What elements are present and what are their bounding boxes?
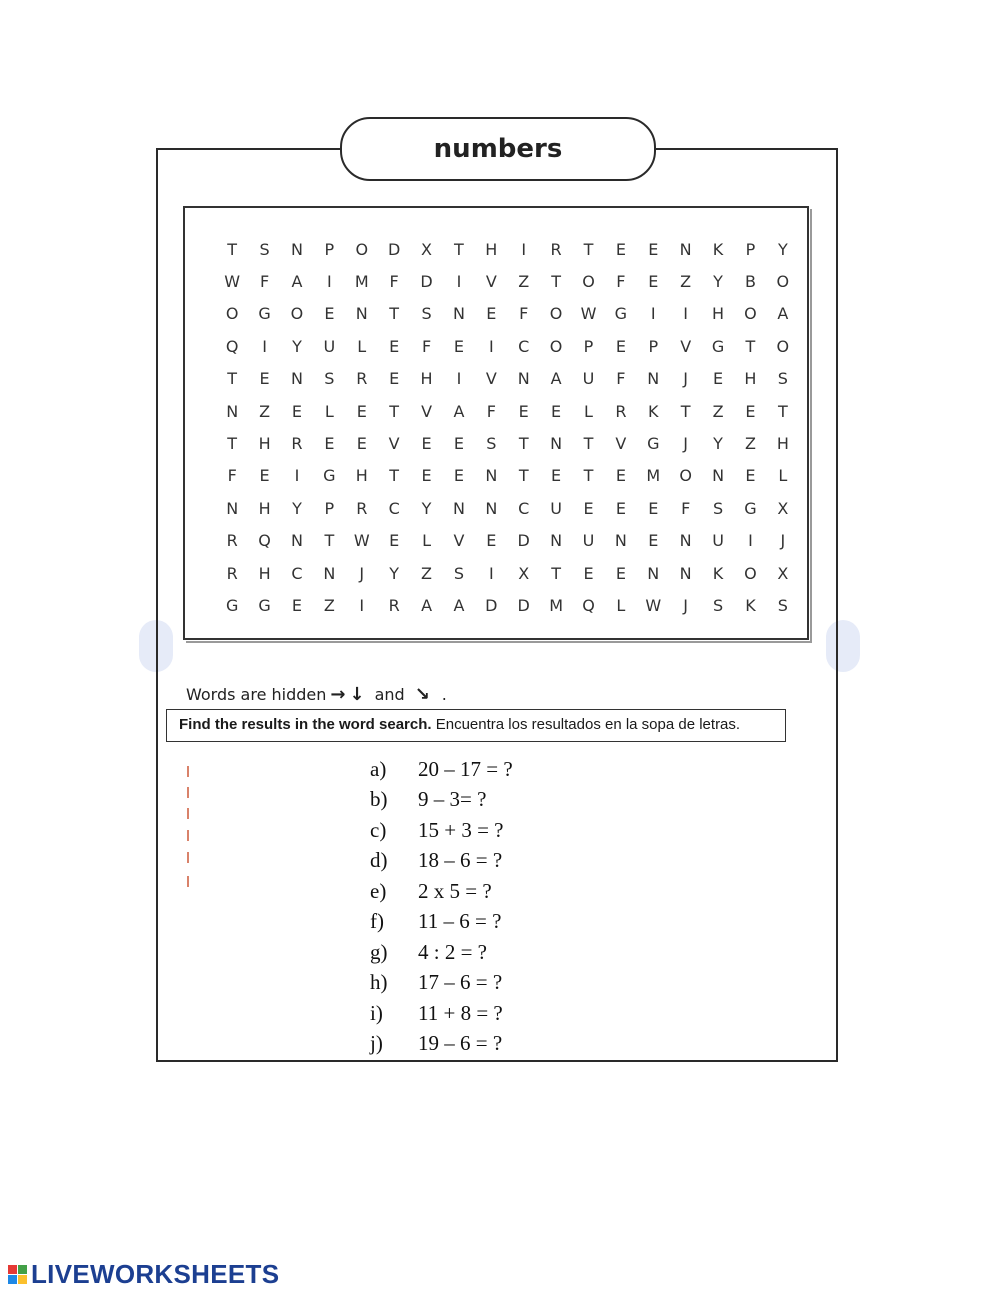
grid-letter[interactable]: F bbox=[227, 466, 237, 486]
problem-expression: 20 – 17 = ? bbox=[418, 756, 513, 781]
logo-icon bbox=[8, 1265, 27, 1284]
grid-letter[interactable]: U bbox=[712, 531, 724, 551]
grid-letter[interactable]: A bbox=[777, 304, 789, 324]
worksheet-title: numbers bbox=[340, 117, 656, 181]
grid-letter[interactable]: E bbox=[615, 336, 626, 356]
problem-item bbox=[370, 1029, 513, 1060]
grid-letter[interactable]: E bbox=[583, 498, 594, 518]
grid-letter[interactable]: M bbox=[354, 272, 369, 292]
grid-letter[interactable]: N bbox=[290, 531, 303, 551]
arrow-diagonal-icon: ↘ bbox=[414, 684, 430, 705]
grid-letter[interactable]: T bbox=[389, 401, 400, 421]
grid-letter[interactable]: E bbox=[615, 563, 626, 583]
grid-letter[interactable]: E bbox=[583, 563, 594, 583]
grid-letter[interactable]: Z bbox=[323, 595, 335, 615]
grid-letter[interactable]: E bbox=[551, 466, 562, 486]
grid-letter[interactable]: E bbox=[389, 369, 400, 389]
grid-letter[interactable]: S bbox=[453, 563, 464, 583]
grid-letter[interactable]: V bbox=[680, 336, 692, 356]
grid-letter[interactable]: F bbox=[389, 272, 399, 292]
grid-letter[interactable]: W bbox=[353, 531, 370, 551]
grid-letter[interactable]: G bbox=[258, 595, 271, 615]
logo-text: LIVEWORKSHEETS bbox=[31, 1259, 280, 1289]
grid-letter[interactable]: O bbox=[679, 466, 692, 486]
hint-period: . bbox=[441, 685, 447, 704]
grid-letter[interactable]: K bbox=[745, 595, 756, 615]
grid-letter[interactable]: T bbox=[518, 434, 529, 454]
grid-letter[interactable]: J bbox=[683, 595, 689, 615]
grid-letter[interactable]: L bbox=[616, 595, 626, 615]
problem-expression: 18 – 6 = ? bbox=[418, 848, 503, 873]
problem-label: h) bbox=[370, 970, 388, 995]
grid-letter[interactable]: G bbox=[323, 466, 336, 486]
grid-letter[interactable]: A bbox=[453, 401, 465, 421]
dash-mark bbox=[187, 830, 189, 841]
problem-label: i) bbox=[370, 1000, 383, 1025]
grid-letter[interactable]: I bbox=[650, 304, 656, 324]
grid-letter[interactable]: W bbox=[224, 272, 241, 292]
grid-letter[interactable]: G bbox=[258, 304, 271, 324]
grid-letter[interactable]: W bbox=[645, 595, 662, 615]
grid-letter[interactable]: Z bbox=[744, 434, 756, 454]
grid-letter[interactable]: U bbox=[550, 498, 562, 518]
instruction-box bbox=[166, 709, 786, 742]
grid-letter[interactable]: E bbox=[648, 531, 659, 551]
problem-item bbox=[370, 846, 513, 877]
grid-letter[interactable]: V bbox=[453, 531, 465, 551]
logo-square bbox=[18, 1265, 27, 1274]
grid-letter[interactable]: P bbox=[745, 239, 756, 259]
problem-item bbox=[370, 876, 513, 907]
grid-letter[interactable]: J bbox=[683, 434, 689, 454]
dash-mark bbox=[187, 876, 189, 887]
grid-letter[interactable]: R bbox=[356, 498, 368, 518]
problem-label: e) bbox=[370, 878, 387, 903]
dash-mark bbox=[187, 766, 189, 777]
grid-letter[interactable]: N bbox=[226, 498, 239, 518]
grid-letter[interactable]: I bbox=[456, 369, 462, 389]
grid-letter[interactable]: S bbox=[712, 595, 724, 615]
grid-letter[interactable]: E bbox=[745, 466, 756, 486]
instruction-spanish: Encuentra los resultados en la sopa de letras. bbox=[435, 716, 741, 733]
grid-letter[interactable]: Z bbox=[421, 563, 433, 583]
grid-letter[interactable]: O bbox=[582, 272, 595, 292]
problem-expression: 11 + 8 = ? bbox=[418, 1000, 503, 1025]
grid-letter[interactable]: N bbox=[647, 563, 660, 583]
grid-letter[interactable]: Z bbox=[259, 401, 271, 421]
grid-letter[interactable]: I bbox=[521, 239, 527, 259]
grid-letter[interactable]: G bbox=[744, 498, 757, 518]
grid-letter[interactable]: J bbox=[359, 563, 365, 583]
grid-letter[interactable]: N bbox=[517, 369, 530, 389]
grid-letter[interactable]: R bbox=[550, 239, 562, 259]
grid-letter[interactable]: N bbox=[452, 304, 465, 324]
grid-letter[interactable]: N bbox=[355, 304, 368, 324]
grid-letter[interactable]: T bbox=[454, 239, 464, 259]
grid-letter[interactable]: I bbox=[683, 304, 689, 324]
grid-letter[interactable]: S bbox=[712, 498, 724, 518]
problem-label: g) bbox=[370, 939, 388, 964]
grid-letter[interactable]: I bbox=[488, 563, 494, 583]
grid-letter[interactable]: E bbox=[259, 369, 270, 389]
grid-letter[interactable]: O bbox=[549, 304, 563, 324]
problem-label: a) bbox=[370, 756, 387, 781]
grid-letter[interactable]: I bbox=[262, 336, 267, 356]
hint-text: Words are hidden bbox=[186, 685, 327, 704]
grid-letter[interactable]: E bbox=[615, 239, 626, 259]
grid-letter[interactable]: E bbox=[615, 498, 626, 518]
grid-letter[interactable]: H bbox=[485, 239, 498, 259]
grid-letter[interactable]: F bbox=[616, 369, 626, 389]
grid-letter[interactable]: P bbox=[648, 336, 659, 356]
grid-letter[interactable]: G bbox=[647, 434, 660, 454]
problem-label: f) bbox=[370, 909, 384, 934]
grid-letter[interactable]: U bbox=[582, 531, 595, 551]
problem-expression: 17 – 6 = ? bbox=[418, 970, 503, 995]
grid-letter[interactable]: V bbox=[485, 272, 497, 292]
grid-letter[interactable]: T bbox=[389, 304, 400, 324]
grid-letter[interactable]: N bbox=[647, 369, 660, 389]
grid-letter[interactable]: E bbox=[324, 434, 335, 454]
grid-letter[interactable]: E bbox=[291, 401, 303, 421]
grid-letter[interactable]: S bbox=[324, 369, 335, 389]
instruction-english: Find the results in the word search. bbox=[179, 716, 432, 733]
grid-letter[interactable]: E bbox=[648, 272, 659, 292]
grid-letter[interactable]: G bbox=[614, 304, 628, 324]
grid-letter[interactable]: E bbox=[324, 304, 335, 324]
problem-expression: 4 : 2 = ? bbox=[418, 939, 487, 964]
problem-expression: 15 + 3 = ? bbox=[418, 817, 504, 842]
problem-item bbox=[370, 907, 513, 938]
grid-letter[interactable]: T bbox=[680, 401, 691, 421]
grid-letter[interactable]: P bbox=[324, 239, 335, 259]
grid-letter[interactable]: E bbox=[356, 401, 367, 421]
grid-letter[interactable]: O bbox=[355, 239, 369, 259]
grid-letter[interactable]: S bbox=[486, 434, 497, 454]
grid-letter[interactable]: N bbox=[550, 531, 563, 551]
grid-letter[interactable]: H bbox=[258, 434, 271, 454]
grid-letter[interactable]: O bbox=[744, 563, 757, 583]
grid-letter[interactable]: E bbox=[486, 304, 497, 324]
grid-letter[interactable]: S bbox=[259, 239, 270, 259]
grid-letter[interactable]: Y bbox=[421, 498, 432, 518]
grid-letter[interactable]: L bbox=[422, 531, 431, 551]
grid-letter[interactable]: Y bbox=[292, 336, 302, 356]
grid-letter[interactable]: L bbox=[324, 401, 334, 421]
problem-item bbox=[370, 754, 513, 785]
grid-letter[interactable]: L bbox=[778, 466, 788, 486]
grid-letter[interactable]: A bbox=[453, 595, 465, 615]
grid-letter[interactable]: E bbox=[486, 531, 497, 551]
grid-letter[interactable]: E bbox=[518, 401, 529, 421]
dash-mark bbox=[187, 808, 189, 819]
grid-letter[interactable]: T bbox=[551, 563, 561, 583]
grid-letter[interactable]: C bbox=[291, 563, 303, 583]
grid-letter[interactable]: D bbox=[517, 531, 530, 551]
word-search-grid bbox=[216, 233, 799, 622]
grid-letter[interactable]: I bbox=[294, 466, 300, 486]
grid-letter[interactable]: K bbox=[648, 401, 659, 421]
grid-letter[interactable]: Q bbox=[582, 595, 595, 615]
grid-letter[interactable]: T bbox=[518, 466, 529, 486]
grid-letter[interactable]: G bbox=[225, 595, 239, 615]
grid-letter[interactable]: C bbox=[518, 336, 530, 356]
grid-letter[interactable]: A bbox=[550, 369, 562, 389]
grid-letter[interactable]: F bbox=[519, 304, 529, 324]
grid-letter[interactable]: N bbox=[614, 531, 627, 551]
grid-letter[interactable]: O bbox=[776, 336, 790, 356]
problem-label: d) bbox=[370, 848, 388, 873]
hint-and: and bbox=[374, 685, 405, 704]
problem-label: b) bbox=[370, 787, 388, 812]
grid-letter[interactable]: U bbox=[323, 336, 336, 356]
grid-letter[interactable]: I bbox=[488, 336, 494, 356]
grid-letter[interactable]: V bbox=[485, 369, 497, 389]
logo-square bbox=[18, 1275, 27, 1284]
grid-letter[interactable]: N bbox=[452, 498, 465, 518]
grid-letter[interactable]: H bbox=[355, 466, 368, 486]
grid-letter[interactable]: O bbox=[225, 304, 239, 324]
grid-letter[interactable]: Y bbox=[777, 239, 788, 259]
grid-letter[interactable]: Y bbox=[713, 434, 723, 454]
grid-letter[interactable]: O bbox=[776, 272, 790, 292]
grid-letter[interactable]: Z bbox=[712, 401, 724, 421]
direction-hint bbox=[186, 684, 447, 705]
grid-letter[interactable]: C bbox=[388, 498, 400, 518]
grid-letter[interactable]: S bbox=[777, 595, 788, 615]
grid-letter[interactable]: V bbox=[388, 434, 400, 454]
grid-letter[interactable]: R bbox=[615, 401, 627, 421]
grid-letter[interactable]: X bbox=[777, 563, 789, 583]
arrow-down-icon: ↓ bbox=[349, 684, 365, 705]
grid-letter[interactable]: N bbox=[679, 239, 692, 259]
grid-letter[interactable]: U bbox=[582, 369, 595, 389]
grid-letter[interactable]: X bbox=[777, 498, 789, 518]
problem-item bbox=[370, 968, 513, 999]
grid-letter[interactable]: R bbox=[226, 531, 238, 551]
grid-letter[interactable]: E bbox=[745, 401, 756, 421]
grid-letter[interactable]: E bbox=[615, 466, 626, 486]
grid-letter[interactable]: A bbox=[421, 595, 433, 615]
grid-letter[interactable]: C bbox=[518, 498, 530, 518]
grid-letter[interactable]: N bbox=[323, 563, 336, 583]
problem-expression: 19 – 6 = ? bbox=[418, 1031, 503, 1056]
problem-item bbox=[370, 815, 513, 846]
grid-letter[interactable]: R bbox=[291, 434, 303, 454]
grid-letter[interactable]: E bbox=[551, 401, 562, 421]
grid-letter[interactable]: H bbox=[258, 498, 271, 518]
grid-letter[interactable]: H bbox=[420, 369, 433, 389]
grid-letter[interactable]: K bbox=[712, 239, 724, 259]
grid-letter[interactable]: D bbox=[420, 272, 433, 292]
grid-letter[interactable]: E bbox=[713, 369, 724, 389]
grid-letter[interactable]: E bbox=[389, 531, 400, 551]
grid-letter[interactable]: E bbox=[291, 595, 303, 615]
grid-letter[interactable]: T bbox=[745, 336, 756, 356]
problem-expression: 9 – 3= ? bbox=[418, 787, 487, 812]
grid-letter[interactable]: T bbox=[777, 401, 788, 421]
liveworksheets-logo bbox=[8, 1259, 279, 1290]
grid-letter[interactable]: V bbox=[615, 434, 627, 454]
grid-letter[interactable]: N bbox=[485, 498, 498, 518]
grid-letter[interactable]: E bbox=[259, 466, 270, 486]
grid-letter[interactable]: S bbox=[777, 369, 788, 389]
grid-letter[interactable]: R bbox=[226, 563, 238, 583]
grid-letter[interactable]: E bbox=[453, 466, 464, 486]
grid-letter[interactable]: W bbox=[580, 304, 597, 324]
grid-letter[interactable]: E bbox=[648, 498, 659, 518]
grid-letter[interactable]: M bbox=[646, 466, 661, 486]
grid-letter[interactable]: R bbox=[356, 369, 368, 389]
grid-letter[interactable]: T bbox=[227, 369, 238, 389]
grid-letter[interactable]: N bbox=[226, 401, 239, 421]
grid-letter[interactable]: N bbox=[485, 466, 498, 486]
grid-letter[interactable]: R bbox=[388, 595, 400, 615]
grid-letter[interactable]: L bbox=[584, 401, 593, 421]
grid-letter[interactable]: H bbox=[258, 563, 271, 583]
grid-letter[interactable]: Z bbox=[518, 272, 530, 292]
grid-letter[interactable]: H bbox=[712, 304, 725, 324]
grid-letter[interactable]: H bbox=[744, 369, 757, 389]
grid-letter[interactable]: I bbox=[359, 595, 365, 615]
grid-letter[interactable]: F bbox=[259, 272, 270, 292]
grid-letter[interactable]: F bbox=[486, 401, 496, 421]
grid-letter[interactable]: X bbox=[518, 563, 530, 583]
grid-letter[interactable]: V bbox=[421, 401, 433, 421]
grid-letter[interactable]: N bbox=[550, 434, 563, 454]
grid-letter[interactable]: D bbox=[517, 595, 530, 615]
logo-square bbox=[8, 1275, 17, 1284]
grid-letter[interactable]: D bbox=[387, 239, 401, 259]
grid-letter[interactable]: T bbox=[551, 272, 561, 292]
grid-letter[interactable]: Q bbox=[258, 531, 271, 551]
grid-letter[interactable]: E bbox=[389, 336, 400, 356]
grid-letter[interactable]: Y bbox=[713, 272, 723, 292]
grid-letter[interactable]: T bbox=[227, 434, 238, 454]
grid-letter[interactable]: N bbox=[290, 369, 303, 389]
logo-square bbox=[8, 1265, 17, 1274]
grid-letter[interactable]: O bbox=[549, 336, 563, 356]
grid-letter[interactable]: E bbox=[421, 434, 432, 454]
dash-mark bbox=[187, 852, 189, 863]
grid-letter[interactable]: I bbox=[456, 272, 462, 292]
grid-letter[interactable]: K bbox=[712, 563, 724, 583]
grid-letter[interactable]: E bbox=[453, 336, 464, 356]
grid-letter[interactable]: O bbox=[744, 304, 757, 324]
grid-letter[interactable]: I bbox=[748, 531, 753, 551]
problem-label: j) bbox=[370, 1031, 383, 1056]
grid-letter[interactable]: D bbox=[485, 595, 498, 615]
grid-letter[interactable]: P bbox=[583, 336, 594, 356]
grid-letter[interactable]: Q bbox=[225, 336, 239, 356]
grid-letter[interactable]: N bbox=[679, 563, 692, 583]
grid-letter[interactable]: T bbox=[583, 466, 594, 486]
grid-letter[interactable]: T bbox=[389, 466, 400, 486]
problem-expression: 11 – 6 = ? bbox=[418, 909, 502, 934]
grid-letter[interactable]: T bbox=[227, 239, 238, 259]
grid-letter[interactable]: O bbox=[290, 304, 304, 324]
grid-letter[interactable]: T bbox=[583, 239, 594, 259]
grid-letter[interactable]: J bbox=[683, 369, 689, 389]
grid-letter[interactable]: J bbox=[780, 531, 786, 551]
grid-letter[interactable]: E bbox=[421, 466, 432, 486]
grid-letter[interactable]: Z bbox=[680, 272, 692, 292]
grid-letter[interactable]: E bbox=[648, 239, 659, 259]
grid-letter[interactable]: F bbox=[616, 272, 626, 292]
grid-letter[interactable]: N bbox=[290, 239, 303, 259]
grid-letter[interactable]: P bbox=[324, 498, 335, 518]
grid-letter[interactable]: I bbox=[327, 272, 332, 292]
problem-expression: 2 x 5 = ? bbox=[418, 878, 492, 903]
arrow-right-icon: → bbox=[330, 684, 346, 705]
grid-letter[interactable]: G bbox=[711, 336, 725, 356]
grid-letter[interactable]: H bbox=[776, 434, 789, 454]
grid-letter[interactable]: E bbox=[356, 434, 367, 454]
problem-item bbox=[370, 785, 513, 816]
grid-letter[interactable]: T bbox=[583, 434, 594, 454]
grid-letter[interactable]: L bbox=[357, 336, 367, 356]
dash-mark bbox=[187, 787, 189, 798]
grid-letter[interactable]: Y bbox=[389, 563, 400, 583]
grid-letter[interactable]: F bbox=[421, 336, 432, 356]
grid-letter[interactable]: A bbox=[291, 272, 303, 292]
grid-letter[interactable]: M bbox=[549, 595, 563, 615]
grid-letter[interactable]: E bbox=[453, 434, 464, 454]
grid-letter[interactable]: N bbox=[679, 531, 692, 551]
grid-letter[interactable]: X bbox=[421, 239, 433, 259]
grid-letter[interactable]: B bbox=[744, 272, 756, 292]
problem-list bbox=[370, 754, 513, 1059]
grid-letter[interactable]: T bbox=[324, 531, 335, 551]
problem-label: c) bbox=[370, 817, 387, 842]
problem-item bbox=[370, 998, 513, 1029]
grid-letter[interactable]: N bbox=[712, 466, 725, 486]
grid-letter[interactable]: Y bbox=[292, 498, 302, 518]
grid-letter[interactable]: F bbox=[681, 498, 691, 518]
problem-item bbox=[370, 937, 513, 968]
grid-letter[interactable]: S bbox=[421, 304, 432, 324]
